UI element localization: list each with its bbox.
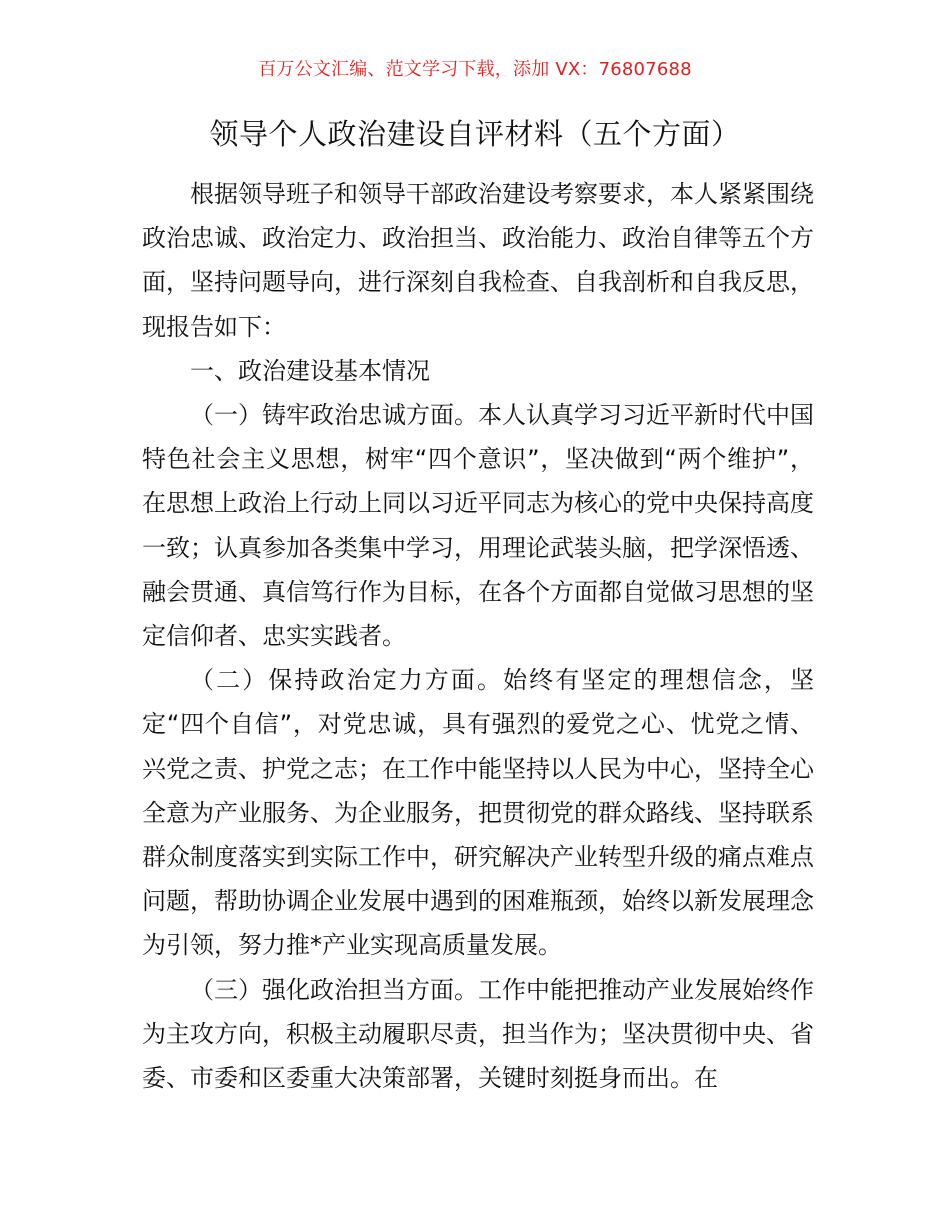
document-title: 领导个人政治建设自评材料（五个方面）	[209, 117, 741, 151]
intro-paragraph: 根据领导班子和领导干部政治建设考察要求，本人紧紧围绕政治忠诚、政治定力、政治担当、政治能力、政治自律等五个方面，坚持问题导向，进行深刻自我检查、自我剖析和自我反思，现报告如下：	[142, 180, 814, 341]
download-notice: 百万公文汇编、范文学习下载，添加 VX：76807688	[258, 59, 692, 80]
section-heading: 一、政治建设基本情况	[190, 356, 430, 385]
paragraph-responsibility: （三）强化政治担当方面。工作中能把推动产业发展始终作为主攻方向，积极主动履职尽责，担当作为；坚决贯彻中央、省委、市委和区委重大决策部署，关键时刻挺身而出。在	[142, 975, 814, 1093]
document-body	[142, 172, 814, 1100]
paragraph-loyalty: （一）铸牢政治忠诚方面。本人认真学习习近平新时代中国特色社会主义思想，树牢“四个意识”，坚决做到“两个维护”，在思想上政治上行动上同以习近平同志为核心的党中央保持高度一致；认真参加各类集中学习，用理论武装头脑，把学深悟透、融会贯通、真信笃行作为目标，在各个方面都自觉做习思想的坚定信仰者、忠实实践者。	[142, 401, 814, 651]
paragraph-determination: （二）保持政治定力方面。始终有坚定的理想信念，坚定“四个自信”，对党忠诚，具有强烈的爱党之心、忧党之情、兴党之责、护党之志；在工作中能坚持以人民为中心，坚持全心全意为产业服务、为企业服务，把贯彻党的群众路线、坚持联系群众制度落实到实际工作中，研究解决产业转型升级的痛点难点问题，帮助协调企业发展中遇到的困难瓶颈，始终以新发展理念为引领，努力推*产业实现高质量发展。	[142, 666, 814, 960]
